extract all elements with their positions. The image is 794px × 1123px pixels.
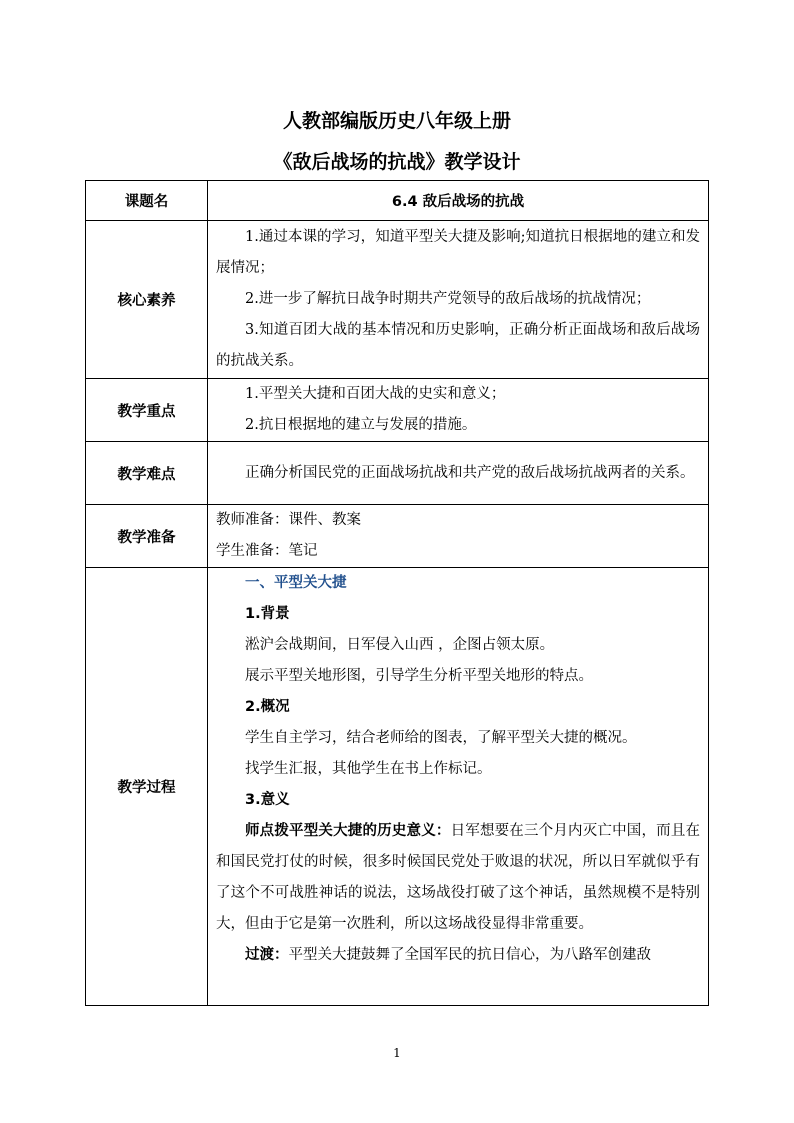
competence-content	[208, 221, 709, 379]
paragraph-text: 日军想要在三个月内灭亡中国，而且在和国民党打仗的时候，很多时候国民党处于败退的状况，所以日军就似乎有了这个不可战胜神话的说法，这场战役打破了这个神话，虽然规模不是特别大，但由于它是第一次胜利，所以这场战役显得非常重要。	[216, 823, 701, 932]
key-point-item: 2.抗日根据地的建立与发展的措施。	[245, 417, 477, 433]
student-preparation: 学生准备：笔记	[216, 543, 318, 559]
paragraph-text: 平型关大捷鼓舞了全国军民的抗日信心，为八路军创建敌	[288, 947, 651, 963]
paragraph	[216, 816, 700, 940]
bold-lead: 师点拨平型关大捷的历史意义：	[245, 823, 451, 839]
document-title: 人教部编版历史八年级上册	[282, 110, 511, 132]
page-number: 1	[393, 1046, 401, 1060]
process-label: 教学过程	[86, 568, 208, 1006]
paragraph: 找学生汇报，其他学生在书上作标记。	[245, 761, 492, 777]
paragraph: 学生自主学习，结合老师给的图表，了解平型关大捷的概况。	[245, 730, 637, 746]
table-row-competence	[86, 221, 709, 379]
difficulty-text: 正确分析国民党的正面战场抗战和共产党的敌后战场抗战两者的关系。	[245, 464, 695, 481]
paragraph	[216, 940, 700, 971]
table-row-key-points	[86, 379, 709, 442]
competence-item: 2.进一步了解抗日战争时期共产党领导的敌后战场的抗战情况；	[245, 291, 651, 307]
lesson-plan-table	[85, 180, 709, 1006]
table-row-preparation	[86, 505, 709, 568]
paragraph: 展示平型关地形图，引导学生分析平型关地形的特点。	[245, 668, 593, 684]
preparation-label: 教学准备	[86, 505, 208, 568]
key-points-content	[208, 379, 709, 442]
table-row-process	[86, 568, 709, 1006]
difficulty-content	[208, 442, 709, 505]
teacher-preparation: 教师准备：课件、教案	[216, 512, 361, 528]
subheading: 2.概况	[245, 699, 290, 715]
preparation-content	[208, 505, 709, 568]
process-content	[208, 568, 709, 1006]
table-row-topic	[86, 181, 709, 221]
key-points-label: 教学重点	[86, 379, 208, 442]
topic-label: 课题名	[86, 181, 208, 221]
paragraph: 淞沪会战期间，日军侵入山西 ，企图占领太原。	[245, 637, 555, 653]
competence-item: 1.通过本课的学习，知道平型关大捷及影响;知道抗日根据地的建立和发展情况；	[216, 229, 700, 276]
table-row-difficulty	[86, 442, 709, 505]
section-heading: 一、平型关大捷	[245, 575, 347, 591]
competence-label: 核心素养	[86, 221, 208, 379]
competence-item: 3.知道百团大战的基本情况和历史影响，正确分析正面战场和敌后战场的抗战关系。	[216, 322, 700, 369]
document-subtitle: 《敌后战场的抗战》教学设计	[273, 151, 521, 173]
difficulty-label: 教学难点	[86, 442, 208, 505]
subheading: 3.意义	[245, 792, 290, 808]
topic-value: 6.4 敌后战场的抗战	[208, 181, 709, 221]
subheading: 1.背景	[245, 606, 290, 622]
key-point-item: 1.平型关大捷和百团大战的史实和意义；	[245, 386, 506, 402]
bold-lead: 过渡：	[245, 947, 289, 963]
